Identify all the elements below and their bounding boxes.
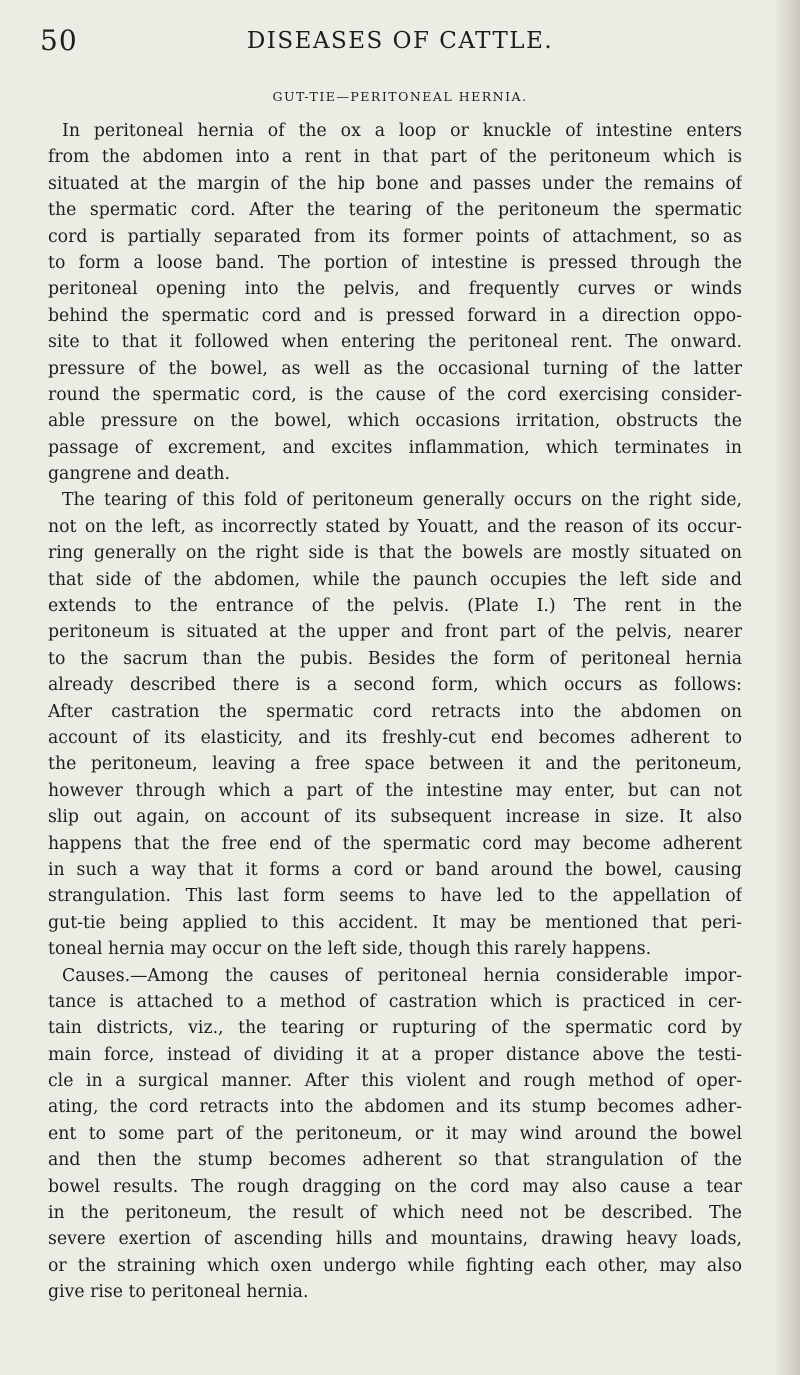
text-line: peritoneum is situated at the upper and front part of the pelvis, nearer (48, 622, 742, 643)
running-head (40, 20, 760, 60)
text-line: severe exertion of ascending hills and mountains, drawing heavy loads, (48, 1229, 742, 1250)
text-line: tain districts, viz., the tearing or rupturing of the spermatic cord by (48, 1018, 742, 1039)
text-line: In peritoneal hernia of the ox a loop or knuckle of intestine enters (62, 121, 742, 141)
text-line: Causes.—Among the causes of peritoneal hernia considerable impor- (62, 965, 742, 986)
text-line: site to that it followed when entering the peritoneal rent. The onward. (48, 332, 742, 353)
page-number: 50 (40, 24, 78, 57)
text-line: however through which a part of the intestine may enter, but can not (48, 780, 742, 801)
text-line: able pressure on the bowel, which occasions irritation, obstructs the (48, 411, 742, 432)
text-line: bowel results. The rough dragging on the cord may also cause a tear (48, 1176, 742, 1197)
page-edge-shadow (774, 0, 800, 1375)
text-line: that side of the abdomen, while the paunch occupies the left side and (48, 569, 742, 590)
text-line: toneal hernia may occur on the left side, though this rarely happens. (48, 939, 652, 960)
text-line: passage of excrement, and excites inflammation, which terminates in (48, 437, 742, 458)
text-line: pressure of the bowel, as well as the occasional turning of the latter (48, 358, 742, 379)
section-heading: GUT-TIE—PERITONEAL HERNIA. (272, 89, 528, 104)
text-line: The tearing of this fold of peritoneum generally occurs on the right side, (62, 490, 742, 511)
text-line: extends to the entrance of the pelvis. (Plate I.) The rent in the (48, 596, 742, 617)
text-line: cord is partially separated from its former points of attachment, so as (48, 226, 742, 247)
text-line: behind the spermatic cord and is pressed forward in a direction oppo- (48, 305, 742, 326)
text-line: main force, instead of dividing it at a proper distance above the testi- (48, 1044, 742, 1065)
text-line: in the peritoneum, the result of which need not be described. The (48, 1203, 742, 1224)
text-line: gut-tie being applied to this accident. It may be mentioned that peri- (48, 912, 742, 933)
text-line: the peritoneum, leaving a free space between it and the peritoneum, (48, 754, 742, 775)
text-line: to form a loose band. The portion of intestine is pressed through the (48, 252, 742, 273)
text-line: strangulation. This last form seems to have led to the appellation of (48, 886, 742, 907)
body-text (48, 118, 742, 1306)
text-line: ating, the cord retracts into the abdomen and its stump becomes adher- (48, 1097, 742, 1118)
text-line: the spermatic cord. After the tearing of the peritoneum the spermatic (48, 200, 742, 221)
text-line: to the sacrum than the pubis. Besides the form of peritoneal hernia (48, 648, 742, 669)
text-line: give rise to peritoneal hernia. (48, 1282, 309, 1303)
text-line: and then the stump becomes adherent so that strangulation of the (48, 1150, 742, 1171)
book-title: DISEASES OF CATTLE. (246, 28, 554, 54)
text-line: cle in a surgical manner. After this violent and rough method of oper- (48, 1071, 742, 1092)
text-line: in such a way that it forms a cord or band around the bowel, causing (48, 859, 742, 880)
text-line: situated at the margin of the hip bone and passes under the remains of (48, 173, 742, 194)
text-line: slip out again, on account of its subsequent increase in size. It also (48, 807, 742, 828)
text-line: account of its elasticity, and its freshly-cut end becomes adherent to (48, 727, 742, 748)
text-line: or the straining which oxen undergo while fighting each other, may also (48, 1255, 742, 1276)
text-line: tance is attached to a method of castration which is practiced in cer- (48, 991, 742, 1012)
text-line: already described there is a second form, which occurs as follows: (48, 675, 742, 696)
text-line: happens that the free end of the spermatic cord may become adherent (48, 833, 742, 854)
text-line: from the abdomen into a rent in that part of the peritoneum which is (48, 147, 742, 168)
text-line: After castration the spermatic cord retracts into the abdomen on (48, 701, 742, 722)
text-line: gangrene and death. (48, 464, 231, 485)
text-line: ent to some part of the peritoneum, or it may wind around the bowel (48, 1123, 742, 1144)
text-line: peritoneal opening into the pelvis, and frequently curves or winds (48, 279, 742, 300)
text-line: not on the left, as incorrectly stated by Youatt, and the reason of its occur- (48, 516, 742, 537)
text-line: ring generally on the right side is that the bowels are mostly situated on (48, 543, 742, 564)
text-line: round the spermatic cord, is the cause of the cord exercising consider- (48, 384, 742, 405)
